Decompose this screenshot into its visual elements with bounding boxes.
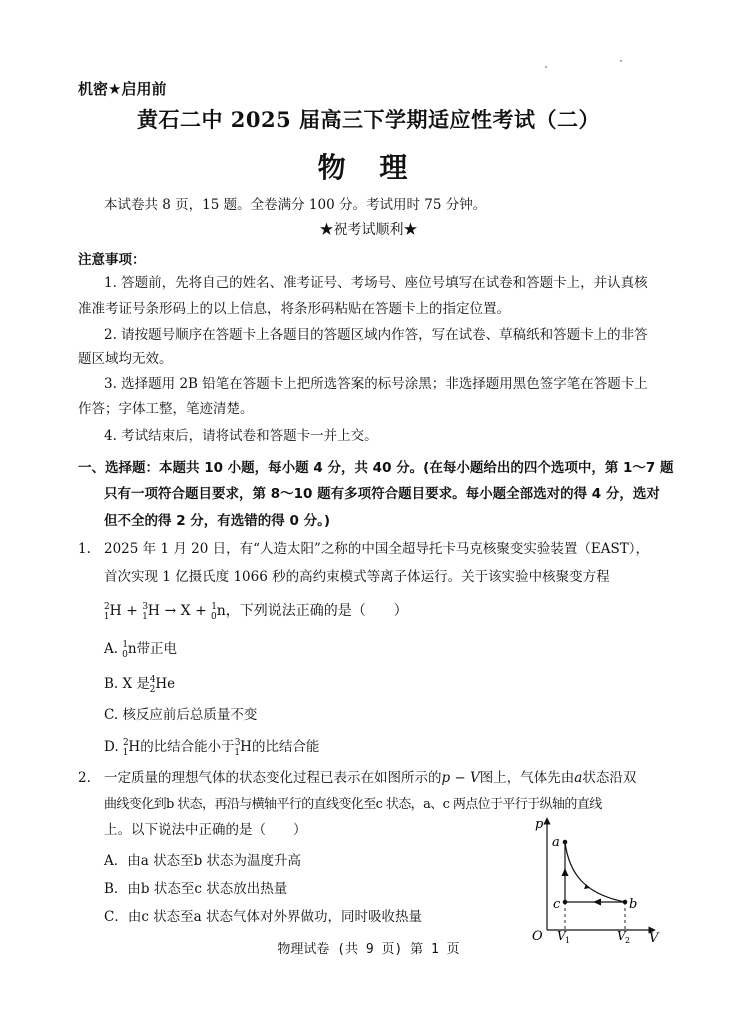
notice-item-2-line1: 2. 请按题号顺序在答题卡上各题目的答题区域内作答，写在试卷、草稿纸和答题卡上的非答 [104, 327, 648, 343]
notice-item-1-line2: 准准考证号条形码上的以上信息，将条形码粘贴在答题卡上的指定位置。 [78, 301, 510, 317]
point-a [563, 840, 568, 845]
scan-speck [545, 66, 547, 68]
confidential-label: 机密★启用前 [78, 80, 167, 98]
subject-title: 物 理 [317, 151, 420, 184]
question-1-option-a[interactable]: A. $^1_0$n带正电 [104, 640, 178, 660]
notice-item-4: 4. 考试结束后，请将试卷和答题卡一并上交。 [104, 428, 378, 444]
notice-item-2-line2: 题区域均无效。 [78, 351, 173, 367]
question-2-option-a[interactable]: A．由a 状态至b 状态为温度升高 [104, 853, 302, 869]
notice-item-3-line1: 3. 选择题用 2B 铅笔在答题卡上把所选答案的标号涂黑；非选择题用黑色签字笔在答题卡上 [104, 376, 648, 392]
label-b: b [629, 897, 638, 912]
question-2-line2: 曲线变化到b 状态，再沿与横轴平行的直线变化至c 状态，a、c 两点位于平行于纵轴的直线 [104, 797, 602, 812]
label-v2-sub: 2 [625, 936, 631, 945]
good-luck-line: ★祝考试顺利★ [319, 222, 418, 238]
label-v1: V [557, 929, 566, 943]
exam-title: 黄石二中 2025 届高三下学期适应性考试（二） [136, 107, 601, 132]
bc-arrow [593, 899, 601, 906]
question-1-option-d[interactable]: D. $^2_1$H的比结合能小于$^3_1$H的比结合能 [104, 738, 320, 758]
point-c [563, 900, 568, 905]
page-footer: 物理试卷 (共 9 页) 第 1 页 [277, 942, 460, 957]
pv-diagram [525, 812, 665, 947]
notice-item-3-line2: 作答；字体工整，笔迹清楚。 [78, 401, 254, 417]
label-v1-sub: 1 [565, 936, 571, 945]
v-axis-label: V [649, 931, 659, 946]
label-c: c [553, 897, 561, 912]
label-a: a [552, 835, 560, 850]
notice-heading: 注意事项： [78, 252, 146, 268]
point-b [623, 900, 628, 905]
label-v2: V [617, 929, 626, 943]
question-1-line2: 首次实现 1 亿摄氏度 1066 秒的高约束模式等离子体运行。关于该实验中核聚变方程 [104, 569, 610, 585]
question-2-line3: 上。以下说法中正确的是（ ） [104, 822, 307, 838]
section1-line3: 但不全的得 2 分，有选错的得 0 分。) [104, 513, 331, 529]
scan-speck [620, 60, 622, 62]
question-2-option-b[interactable]: B．由b 状态至c 状态放出热量 [104, 881, 288, 897]
ca-arrow [562, 868, 569, 876]
fusion-equation: $^2_1$H + $^3_1$H → X + $^1_0$n，下列说法正确的是（ ） [103, 602, 408, 622]
origin-label: O [532, 929, 543, 944]
isotherm-curve-ab [565, 842, 625, 902]
question-1-line1: 2025 年 1 月 20 日，有“人造太阳”之称的中国全超导托卡马克核聚变实验装置（EAST）， [104, 541, 649, 557]
question-2-number: 2. [78, 770, 91, 786]
notice-item-1-line1: 1. 答题前，先将自己的姓名、准考证号、考场号、座位号填写在试卷和答题卡上，并认真核 [104, 275, 648, 291]
question-1-number: 1. [78, 541, 91, 557]
question-1-option-c[interactable]: C. 核反应前后总质量不变 [104, 707, 258, 723]
question-2-option-c[interactable]: C．由c 状态至a 状态气体对外界做功，同时吸收热量 [104, 909, 423, 925]
question-2-line1: 一定质量的理想气体的状态变化过程已表示在如图所示的p − V图上，气体先由a状态沿双 [104, 770, 637, 786]
section1-line2: 只有一项符合题目要求，第 8～10 题有多项符合题目要求。每小题全部选对的得 4 分，选对 [104, 486, 660, 502]
section1-line1: 一、选择题：本题共 10 小题，每小题 4 分，共 40 分。(在每小题给出的四个选项中，第 1～7 题 [78, 460, 674, 476]
question-1-option-b[interactable]: B. X 是$^4_2$He [104, 675, 176, 695]
p-axis-label: p [535, 817, 544, 832]
exam-intro: 本试卷共 8 页，15 题。全卷满分 100 分。考试用时 75 分钟。 [104, 197, 487, 213]
